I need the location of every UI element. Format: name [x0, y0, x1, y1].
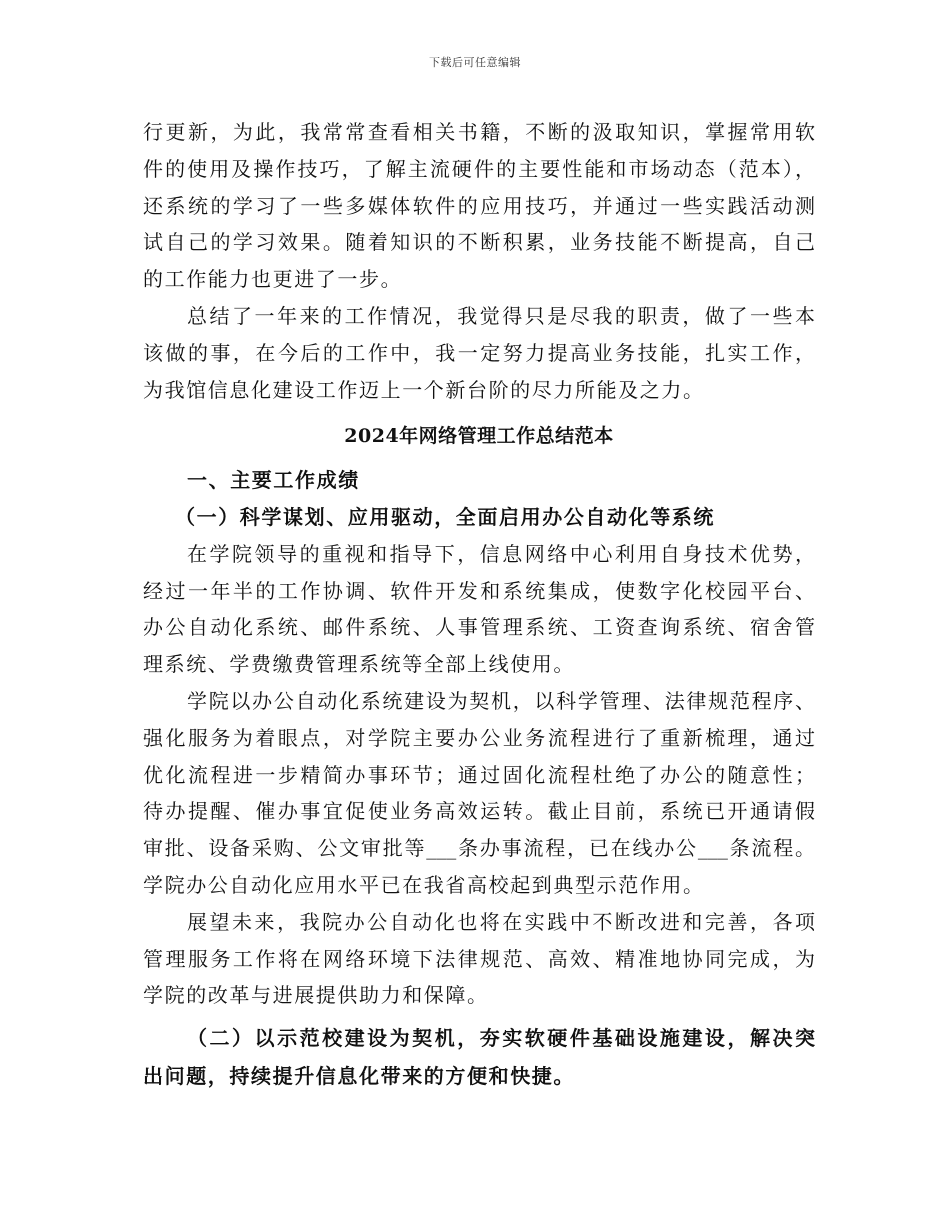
paragraph-2 [143, 683, 815, 904]
text-line: 理系统、学费缴费管理系统等全部上线使用。 [143, 652, 575, 677]
document-title: 2024年网络管理工作总结范本 [344, 425, 614, 448]
text-line: 学院的改革与进展提供助力和保障。 [143, 983, 489, 1008]
text-line: 在学院领导的重视和指导下，信息网络中心利用自身技术优势， [187, 541, 815, 566]
text-line: 还系统的学习了一些多媒体软件的应用技巧，并通过一些实践活动测 [143, 193, 815, 218]
summary-paragraph [143, 298, 815, 408]
subsection-heading: （一）科学谋划、应用驱动，全面启用办公自动化等系统 [175, 504, 715, 529]
text-line: 学院办公自动化应用水平已在我省高校起到典型示范作用。 [143, 872, 705, 897]
text-line: 办公自动化系统、邮件系统、人事管理系统、工资查询系统、宿舍管 [143, 615, 815, 640]
document-body [143, 114, 815, 1095]
text-line: 强化服务为着眼点，对学院主要办公业务流程进行了重新梳理，通过 [143, 725, 815, 750]
text-line: 该做的事，在今后的工作中，我一定努力提高业务技能，扎实工作， [143, 340, 815, 365]
text-line: 管理服务工作将在网络环境下法律规范、高效、精准地协同完成，为 [143, 946, 815, 971]
text-line: 行更新，为此，我常常查看相关书籍，不断的汲取知识，掌握常用软 [143, 120, 815, 144]
section-heading: 一、主要工作成绩 [187, 468, 360, 493]
paragraph-1 [143, 536, 815, 683]
intro-paragraph [143, 114, 815, 298]
text-line: 学院以办公自动化系统建设为契机，以科学管理、法律规范程序、 [187, 688, 815, 713]
text-line: 为我馆信息化建设工作迈上一个新台阶的尽力所能及之力。 [143, 377, 705, 402]
text-line: 审批、设备采购、公文审批等___条办事流程，已在线办公___条流程。 [143, 836, 815, 861]
heading-line: 出问题，持续提升信息化带来的方便和快捷。 [143, 1063, 575, 1088]
text-line: 的工作能力也更进了一步。 [143, 267, 403, 292]
paragraph-3 [143, 904, 815, 1014]
text-line: 总结了一年来的工作情况，我觉得只是尽我的职责，做了一些本 [187, 303, 815, 328]
subsection-heading-2 [143, 1020, 815, 1095]
text-line: 展望未来，我院办公自动化也将在实践中不断改进和完善，各项 [187, 909, 815, 934]
page-header-note: 下载后可任意编辑 [429, 56, 521, 69]
text-line: 试自己的学习效果。随着知识的不断积累，业务技能不断提高，自己 [143, 230, 815, 255]
text-line: 经过一年半的工作协调、软件开发和系统集成，使数字化校园平台、 [143, 578, 815, 603]
text-line: 待办提醒、催办事宜促使业务高效运转。截止目前，系统已开通请假 [143, 799, 815, 824]
heading-line: （二）以示范校建设为契机，夯实软硬件基础设施建设，解决突 [187, 1026, 815, 1051]
text-line: 优化流程进一步精简办事环节；通过固化流程杜绝了办公的随意性； [143, 762, 815, 787]
text-line: 件的使用及操作技巧，了解主流硬件的主要性能和市场动态（范本）， [143, 156, 815, 181]
